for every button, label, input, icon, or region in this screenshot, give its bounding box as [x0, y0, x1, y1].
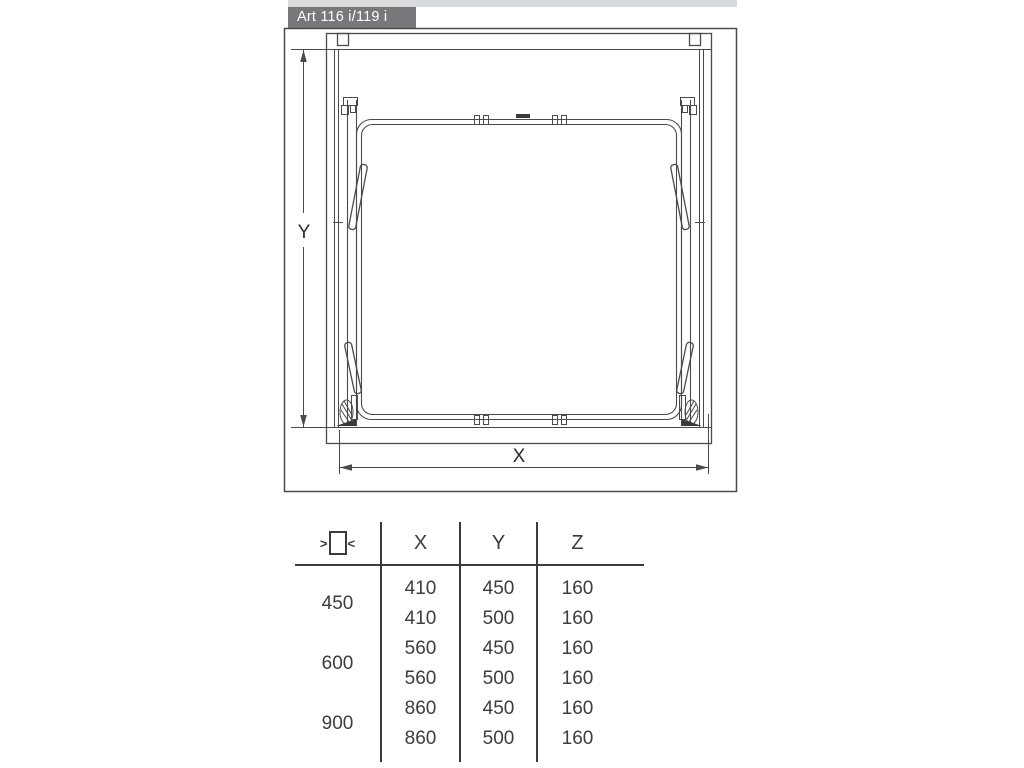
page-title: Art 116 i/119 i: [297, 9, 388, 25]
cell-x: 860: [381, 724, 460, 754]
lever-bottom-right: [676, 342, 694, 394]
corner-glide-bottom-left: [336, 396, 358, 427]
rim-clips: [475, 114, 567, 425]
box-symbol: [329, 531, 347, 555]
column-header-x: X: [381, 522, 460, 565]
cabinet-outline: [327, 34, 712, 444]
cell-x: 410: [381, 604, 460, 634]
cell-z: 160: [537, 694, 617, 724]
header-line-extension: [617, 522, 644, 565]
x-dimension-label: X: [512, 446, 526, 467]
corner-bracket-top-left: [342, 98, 358, 115]
width-dimension-icon: [320, 531, 355, 555]
lever-top-right: [670, 164, 689, 230]
table-header-row: [295, 522, 644, 565]
spacer-row: [295, 754, 644, 762]
spacer-row: [295, 565, 644, 574]
cell-y: 500: [460, 664, 537, 694]
cell-y: 450: [460, 574, 537, 604]
table-row: [295, 634, 644, 664]
group-label-900: 900: [321, 713, 354, 734]
cell-z: 160: [537, 604, 617, 634]
table-row: [295, 574, 644, 604]
arrow-left-icon: <: [347, 535, 356, 551]
dimension-table: [295, 522, 644, 762]
frame-rim: [357, 120, 682, 420]
arrow-right-icon: >: [319, 535, 328, 551]
column-header-z: Z: [537, 522, 617, 565]
cell-x: 410: [381, 574, 460, 604]
cell-x: 560: [381, 664, 460, 694]
width-column-header: [295, 522, 381, 565]
cell-y: 500: [460, 604, 537, 634]
corner-bracket-top-right: [681, 98, 697, 115]
lever-top-left: [348, 164, 367, 230]
cabinet-top-joint-right: [690, 34, 701, 46]
group-label-450: 450: [321, 593, 354, 614]
cell-y: 450: [460, 694, 537, 724]
extension-lines: [291, 50, 711, 475]
cell-y: 450: [460, 634, 537, 664]
cell-z: 160: [537, 574, 617, 604]
group-label-600: 600: [321, 653, 354, 674]
cell-z: 160: [537, 724, 617, 754]
cell-x: 560: [381, 634, 460, 664]
cell-z: 160: [537, 664, 617, 694]
lever-bottom-left: [344, 342, 362, 394]
y-dimension-label: Y: [297, 222, 311, 243]
cell-x: 860: [381, 694, 460, 724]
table-row: [295, 694, 644, 724]
cell-z: 160: [537, 634, 617, 664]
cabinet-top-joint-left: [338, 34, 349, 46]
column-header-y: Y: [460, 522, 537, 565]
cell-y: 500: [460, 724, 537, 754]
